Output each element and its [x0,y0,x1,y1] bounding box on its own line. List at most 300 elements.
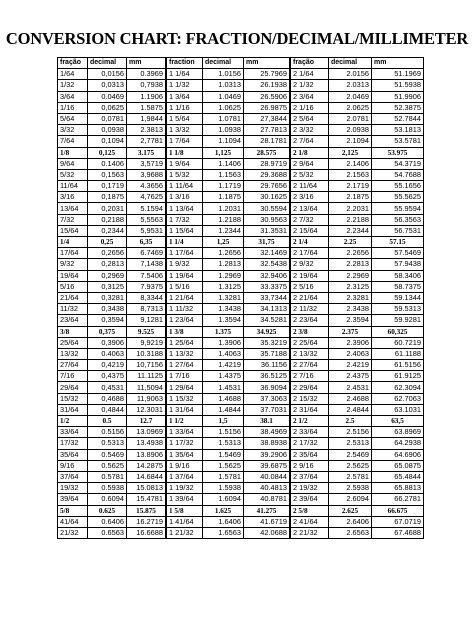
decimal-cell: 1.0938 [203,125,244,136]
table-row [58,449,166,460]
decimal-cell: 1.625 [203,505,244,516]
mm-cell: 65.0875 [372,460,424,471]
decimal-cell: 0.5781 [88,471,127,482]
fraction-cell: 2 21/32 [291,527,329,538]
decimal-cell: 2.2656 [329,248,372,259]
decimal-cell: 2.4375 [329,371,372,382]
decimal-cell: 0,0156 [88,69,127,80]
table-row [167,169,290,180]
table-row [167,337,290,348]
fraction-cell: 1 7/16 [167,371,203,382]
mm-cell: 65.8813 [372,483,424,494]
table-row [291,125,424,136]
fraction-cell: 1 5/16 [167,281,203,292]
fraction-cell: 11/64 [58,181,88,192]
mm-cell: 29.3688 [244,169,290,180]
fraction-cell: 1 15/32 [167,393,203,404]
fraction-cell: 2 39/64 [291,494,329,505]
conversion-table-2 [166,57,290,539]
mm-cell: 7.5406 [127,270,166,281]
decimal-cell: 2.375 [329,326,372,337]
table-row [58,304,166,315]
table-row [58,158,166,169]
mm-cell: 54.3719 [372,158,424,169]
mm-cell: 32.9406 [244,270,290,281]
fraction-cell: 1 23/64 [167,315,203,326]
mm-cell: 62.3094 [372,382,424,393]
mm-cell: 63.8969 [372,427,424,438]
table-row [291,270,424,281]
mm-cell: 6,35 [127,237,166,248]
table-row [291,516,424,527]
table-row [58,69,166,80]
table-row [291,460,424,471]
decimal-cell: 1.5938 [203,483,244,494]
fraction-cell: 2 37/64 [291,471,329,482]
fraction-cell: 1 15/64 [167,225,203,236]
mm-cell: 33.3375 [244,281,290,292]
table-row [58,348,166,359]
decimal-cell: 0,4531 [88,382,127,393]
table-row [58,259,166,270]
fraction-cell: 1 29/64 [167,382,203,393]
mm-cell: 13.4938 [127,438,166,449]
table-row [291,393,424,404]
conversion-table-3 [290,57,424,539]
table-row-highlight [291,237,424,248]
table-row [291,527,424,538]
decimal-cell: 2.4531 [329,382,372,393]
fraction-cell: 2 7/64 [291,136,329,147]
fraction-cell: 1 17/32 [167,438,203,449]
column-header-mm: mm [372,58,424,69]
table-row [291,225,424,236]
table-row [167,125,290,136]
table-row [167,304,290,315]
table-row [167,315,290,326]
column-header-decimal: decimal [203,58,244,69]
fraction-cell: 21/64 [58,292,88,303]
table-row [291,483,424,494]
decimal-cell: 0,3438 [88,304,127,315]
decimal-cell: 1.4688 [203,393,244,404]
fraction-cell: 2 5/8 [291,505,329,516]
mm-cell: 63.1031 [372,404,424,415]
table-row [167,449,290,460]
fraction-cell: 1 3/64 [167,91,203,102]
fraction-cell: 2 25/64 [291,337,329,348]
mm-cell: 10.3188 [127,348,166,359]
fraction-cell: 23/64 [58,315,88,326]
table-row-highlight [58,416,166,427]
fraction-cell: 2 29/64 [291,382,329,393]
table-row-highlight [167,505,290,516]
mm-cell: 39.6875 [244,460,290,471]
mm-cell: 14.6844 [127,471,166,482]
mm-cell: 38.8938 [244,438,290,449]
fraction-cell: 41/64 [58,516,88,527]
mm-cell: 16.2719 [127,516,166,527]
fraction-cell: 1 9/16 [167,460,203,471]
decimal-cell: 0,375 [88,326,127,337]
decimal-cell: 2.3906 [329,337,372,348]
decimal-cell: 0,4688 [88,393,127,404]
table-row [167,360,290,371]
fraction-cell: 1 7/32 [167,214,203,225]
table-header-row [167,58,290,69]
decimal-cell: 1.5781 [203,471,244,482]
decimal-cell: 1.5625 [203,460,244,471]
mm-cell: 28.1781 [244,136,290,147]
table-row [291,102,424,113]
fraction-cell: 39/64 [58,494,88,505]
fraction-cell: 1 37/64 [167,471,203,482]
fraction-cell: 2 1/8 [291,147,329,158]
table-row [58,337,166,348]
fraction-cell: 13/32 [58,348,88,359]
fraction-cell: 19/64 [58,270,88,281]
table-row [58,169,166,180]
mm-cell: 56.3563 [372,214,424,225]
mm-cell: 66.675 [372,505,424,516]
decimal-cell: 2.5781 [329,471,372,482]
mm-cell: 7.9375 [127,281,166,292]
table-row [167,393,290,404]
mm-cell: 9,9219 [127,337,166,348]
table-row [291,169,424,180]
decimal-cell: 0.5625 [88,460,127,471]
table-row [167,80,290,91]
decimal-cell: 2.3281 [329,292,372,303]
table-row [58,80,166,91]
column-header-fraction: fração [291,58,329,69]
table-row [58,203,166,214]
decimal-cell: 1.2656 [203,248,244,259]
mm-cell: 26.5906 [244,91,290,102]
fraction-cell: 1 1/4 [167,237,203,248]
mm-cell: 67.0719 [372,516,424,527]
mm-cell: 14.2875 [127,460,166,471]
mm-cell: 42.0688 [244,527,290,538]
table-header-row [291,58,424,69]
mm-cell: 0,7938 [127,80,166,91]
fraction-cell: 1 3/32 [167,125,203,136]
column-header-fraction: fração [58,58,88,69]
column-header-fraction: fraction [167,58,203,69]
table-row [167,214,290,225]
mm-cell: 38.4969 [244,427,290,438]
decimal-cell: 0,1094 [88,136,127,147]
fraction-cell: 2 1/16 [291,102,329,113]
mm-cell: 5,9531 [127,225,166,236]
decimal-cell: 2.5625 [329,460,372,471]
mm-cell: 31.3531 [244,225,290,236]
fraction-cell: 2 9/32 [291,259,329,270]
fraction-cell: 1 13/32 [167,348,203,359]
mm-cell: 26.1938 [244,80,290,91]
decimal-cell: 2.0938 [329,125,372,136]
mm-cell: 65.4844 [372,471,424,482]
mm-cell: 53.975 [372,147,424,158]
table-row [167,102,290,113]
mm-cell: 30.9563 [244,214,290,225]
mm-cell: 1.1906 [127,91,166,102]
table-row [58,91,166,102]
table-row [58,248,166,259]
decimal-cell: 2.1406 [329,158,372,169]
fraction-cell: 2 7/16 [291,371,329,382]
decimal-cell: 2.5313 [329,438,372,449]
table-row [167,181,290,192]
decimal-cell: 1.2969 [203,270,244,281]
fraction-cell: 2 13/64 [291,203,329,214]
mm-cell: 39.2906 [244,449,290,460]
decimal-cell: 2.1875 [329,192,372,203]
table-row-highlight [58,147,166,158]
fraction-cell: 9/32 [58,259,88,270]
fraction-cell: 2 21/64 [291,292,329,303]
decimal-cell: 0,3125 [88,281,127,292]
decimal-cell: 0.5469 [88,449,127,460]
fraction-cell: 1 3/16 [167,192,203,203]
decimal-cell: 1.3125 [203,281,244,292]
fraction-cell: 35/64 [58,449,88,460]
fraction-cell: 1 1/16 [167,102,203,113]
table-row [58,438,166,449]
mm-cell: 9,1281 [127,315,166,326]
table-row [291,248,424,259]
decimal-cell: 2.1563 [329,169,372,180]
table-row-highlight [167,416,290,427]
decimal-cell: 1.5313 [203,438,244,449]
mm-cell: 7,1438 [127,259,166,270]
decimal-cell: 2.4688 [329,393,372,404]
mm-cell: 34.925 [244,326,290,337]
fraction-cell: 1 27/64 [167,360,203,371]
table-row-highlight [58,505,166,516]
decimal-cell: 0.625 [88,505,127,516]
mm-cell: 51.1969 [372,69,424,80]
table-row-highlight [291,416,424,427]
decimal-cell: 2.5938 [329,483,372,494]
fraction-cell: 1 25/64 [167,337,203,348]
decimal-cell: 1.3906 [203,337,244,348]
mm-cell: 56.7531 [372,225,424,236]
decimal-cell: 2.0156 [329,69,372,80]
decimal-cell: 0.4063 [88,348,127,359]
decimal-cell: 0,3594 [88,315,127,326]
fraction-cell: 3/8 [58,326,88,337]
mm-cell: 64.6906 [372,449,424,460]
fraction-cell: 1 5/8 [167,505,203,516]
fraction-cell: 2 5/64 [291,113,329,124]
mm-cell: 36.9094 [244,382,290,393]
fraction-cell: 1 35/64 [167,449,203,460]
table-row [58,181,166,192]
mm-cell: 12.7 [127,416,166,427]
decimal-cell: 1.1094 [203,136,244,147]
mm-cell: 4,7625 [127,192,166,203]
table-row-highlight [291,326,424,337]
table-row [291,136,424,147]
decimal-cell: 1.4844 [203,404,244,415]
mm-cell: 8,3344 [127,292,166,303]
mm-cell: 58.7375 [372,281,424,292]
decimal-cell: 0,2344 [88,225,127,236]
fraction-cell: 2 1/32 [291,80,329,91]
mm-cell: 28.9719 [244,158,290,169]
mm-cell: 12.3031 [127,404,166,415]
table-row [58,281,166,292]
table-row [58,225,166,236]
mm-cell: 34.5281 [244,315,290,326]
mm-cell: 57.9438 [372,259,424,270]
fraction-cell: 2 19/64 [291,270,329,281]
fraction-cell: 1/2 [58,416,88,427]
table-row-highlight [167,326,290,337]
decimal-cell: 1,5 [203,416,244,427]
fraction-cell: 1 19/32 [167,483,203,494]
table-row [58,382,166,393]
fraction-cell: 2 3/16 [291,192,329,203]
table-row [167,382,290,393]
decimal-cell: 0.5 [88,416,127,427]
fraction-cell: 5/8 [58,505,88,516]
decimal-cell: 1.4219 [203,360,244,371]
fraction-cell: 2 3/64 [291,91,329,102]
table-row [58,427,166,438]
fraction-cell: 2 1/2 [291,416,329,427]
table-row [291,304,424,315]
decimal-cell: 1.6406 [203,516,244,527]
decimal-cell: 0,1875 [88,192,127,203]
mm-cell: 66.2781 [372,494,424,505]
table-row [167,460,290,471]
decimal-cell: 0,2031 [88,203,127,214]
mm-cell: 51.5938 [372,80,424,91]
table-row [58,460,166,471]
decimal-cell: 0,2656 [88,248,127,259]
mm-cell: 55.9594 [372,203,424,214]
mm-cell: 53.5781 [372,136,424,147]
decimal-cell: 0,3281 [88,292,127,303]
fraction-cell: 2 3/32 [291,125,329,136]
mm-cell: 37.7031 [244,404,290,415]
mm-cell: 59.1344 [372,292,424,303]
mm-cell: 15.4781 [127,494,166,505]
table-row [58,527,166,538]
fraction-cell: 2 27/64 [291,360,329,371]
table-row-highlight [291,147,424,158]
table-row [291,404,424,415]
decimal-cell: 2.5156 [329,427,372,438]
mm-cell: 67.4688 [372,527,424,538]
mm-cell: 33,7344 [244,292,290,303]
mm-cell: 57.15 [372,237,424,248]
table-row [167,259,290,270]
mm-cell: 27,3844 [244,113,290,124]
decimal-cell: 0,1719 [88,181,127,192]
decimal-cell: 0,0938 [88,125,127,136]
mm-cell: 40.4813 [244,483,290,494]
decimal-cell: 1.0469 [203,91,244,102]
fraction-cell: 1 1/32 [167,80,203,91]
decimal-cell: 2.3125 [329,281,372,292]
table-row-highlight [167,147,290,158]
fraction-cell: 1/8 [58,147,88,158]
column-header-decimal: decimal [88,58,127,69]
mm-cell: 32.5438 [244,259,290,270]
decimal-cell: 0,2969 [88,270,127,281]
decimal-cell: 0,4375 [88,371,127,382]
mm-cell: 1.5875 [127,102,166,113]
mm-cell: 4.3656 [127,181,166,192]
decimal-cell: 1.4531 [203,382,244,393]
table-row [58,136,166,147]
mm-cell: 26.9875 [244,102,290,113]
table-row [58,292,166,303]
decimal-cell: 2.0781 [329,113,372,124]
decimal-cell: 1.5469 [203,449,244,460]
fraction-cell: 7/64 [58,136,88,147]
decimal-cell: 1.3438 [203,304,244,315]
fraction-cell: 2 9/16 [291,460,329,471]
decimal-cell: 2.2344 [329,225,372,236]
table-row [291,259,424,270]
mm-cell: 40.8781 [244,494,290,505]
table-row [167,438,290,449]
fraction-cell: 5/64 [58,113,88,124]
mm-cell: 62.7063 [372,393,424,404]
decimal-cell: 1.6094 [203,494,244,505]
fraction-cell: 1 11/64 [167,181,203,192]
decimal-cell: 0,0313 [88,80,127,91]
mm-cell: 27.7813 [244,125,290,136]
mm-cell: 2,7781 [127,136,166,147]
decimal-cell: 1.1719 [203,181,244,192]
table-row [58,483,166,494]
table-row [58,270,166,281]
mm-cell: 52.7844 [372,113,424,124]
mm-cell: 28.575 [244,147,290,158]
mm-cell: 0.3969 [127,69,166,80]
mm-cell: 35.7188 [244,348,290,359]
mm-cell: 30.1625 [244,192,290,203]
fraction-cell: 1 9/32 [167,259,203,270]
decimal-cell: 2.4219 [329,360,372,371]
fraction-cell: 1 1/2 [167,416,203,427]
decimal-cell: 2.0313 [329,80,372,91]
column-header-mm: mm [244,58,290,69]
mm-cell: 61.1188 [372,348,424,359]
decimal-cell: 0,3906 [88,337,127,348]
table-row [58,102,166,113]
table-row [167,270,290,281]
fraction-cell: 1 21/64 [167,292,203,303]
table-row [167,91,290,102]
table-row [58,471,166,482]
decimal-cell: 1.4063 [203,348,244,359]
table-row-highlight [167,237,290,248]
mm-cell: 51.9906 [372,91,424,102]
fraction-cell: 9/64 [58,158,88,169]
mm-cell: 52.3875 [372,102,424,113]
decimal-cell: 2.25 [329,237,372,248]
table-row [167,225,290,236]
mm-cell: 15.875 [127,505,166,516]
table-row [58,494,166,505]
fraction-cell: 2 15/64 [291,225,329,236]
